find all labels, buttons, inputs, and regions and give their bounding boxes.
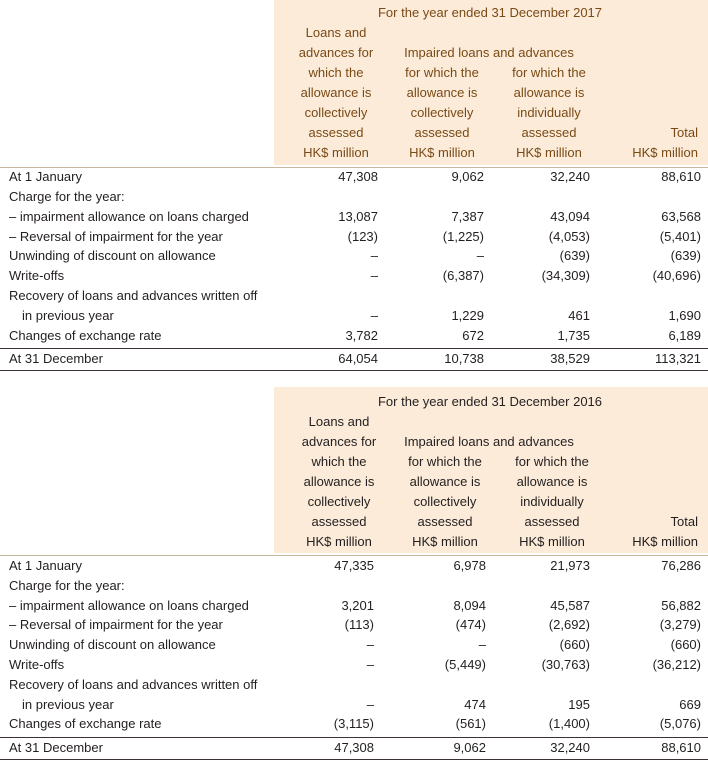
- column-header-line: advances for: [301, 434, 377, 449]
- table-cell-value: 9,062: [451, 169, 484, 184]
- table-cell-value: (474): [455, 617, 486, 633]
- header-rule: [0, 555, 708, 556]
- row-label: – Reversal of impairment for the year: [9, 617, 223, 633]
- table-cell-value: 10,738: [444, 351, 484, 366]
- table-cell-value: 47,335: [334, 558, 374, 573]
- table-cell-value: 474: [464, 696, 486, 712]
- table-cell-value: (5,401): [659, 228, 701, 244]
- column-header-line: for which the: [405, 65, 479, 80]
- table-cell-value: –: [366, 637, 374, 653]
- table-cell-value: 56,882: [661, 597, 701, 613]
- table-cell-value: (3,279): [659, 617, 701, 633]
- total-rule-bottom: [0, 370, 708, 371]
- column-header-line: individually: [520, 494, 584, 509]
- table-cell-value: (123): [347, 228, 378, 244]
- table-cell-value: (639): [559, 248, 590, 264]
- table-cell-value: 45,587: [550, 597, 590, 613]
- table-cell-value: 76,286: [661, 558, 701, 573]
- column-header-line: allowance is: [409, 474, 481, 489]
- column-header-line: Total: [670, 514, 698, 529]
- column-header-line: for which the: [512, 65, 586, 80]
- table-cell-value: (660): [670, 637, 701, 653]
- row-label: At 31 December: [9, 351, 103, 366]
- table-cell-value: 195: [568, 696, 590, 712]
- table-cell-value: 47,308: [334, 740, 374, 755]
- column-header-line: collectively: [304, 105, 368, 120]
- table-cell-value: 669: [679, 696, 701, 712]
- row-label: Recovery of loans and advances written off: [9, 288, 258, 304]
- column-header-line: assessed: [524, 514, 580, 529]
- table-cell-value: 672: [462, 327, 484, 343]
- column-header-line: HK$ million: [519, 534, 585, 549]
- column-header-line: allowance is: [516, 474, 588, 489]
- row-label: Charge for the year:: [9, 577, 125, 593]
- column-group-header: Impaired loans and advances: [404, 45, 574, 60]
- row-label: Unwinding of discount on allowance: [9, 248, 216, 264]
- table-cell-value: (660): [559, 637, 590, 653]
- column-header-line: assessed: [417, 514, 473, 529]
- table-cell-value: (40,696): [652, 268, 701, 284]
- table-cell-value: –: [370, 248, 378, 264]
- row-label: At 1 January: [9, 169, 82, 184]
- table-cell-value: –: [370, 307, 378, 323]
- row-label: Unwinding of discount on allowance: [9, 637, 216, 653]
- table-cell-value: –: [476, 248, 484, 264]
- table-cell-value: (1,400): [548, 716, 590, 732]
- column-header-line: HK$ million: [516, 145, 582, 160]
- table-cell-value: (639): [670, 248, 701, 264]
- column-header-line: Loans and: [308, 414, 370, 429]
- table-cell-value: (36,212): [652, 657, 701, 672]
- row-label: Write-offs: [9, 657, 65, 672]
- table-cell-value: 6,978: [453, 558, 486, 573]
- table-cell-value: 64,054: [338, 351, 378, 366]
- table-cell-value: 47,308: [338, 169, 378, 184]
- row-label: Recovery of loans and advances written off: [9, 676, 258, 692]
- table-cell-value: –: [366, 657, 374, 672]
- table-cell-value: 63,568: [661, 208, 701, 224]
- column-header-line: HK$ million: [632, 145, 698, 160]
- row-label: Changes of exchange rate: [9, 716, 162, 732]
- column-header-line: allowance is: [303, 474, 375, 489]
- row-label: At 31 December: [9, 740, 103, 755]
- column-header-line: for which the: [515, 454, 589, 469]
- total-rule-bottom: [0, 759, 708, 760]
- column-header-line: for which the: [408, 454, 482, 469]
- table-cell-value: 1,690: [668, 307, 701, 323]
- table-cell-value: 8,094: [453, 597, 486, 613]
- table-cell-value: 113,321: [654, 351, 701, 366]
- table-cell-value: (3,115): [333, 716, 374, 732]
- column-header-line: collectively: [307, 494, 371, 509]
- table-cell-value: 1,735: [557, 327, 590, 343]
- column-header-line: HK$ million: [306, 534, 372, 549]
- row-label: Changes of exchange rate: [9, 327, 162, 343]
- table-cell-value: –: [370, 268, 378, 284]
- total-rule-top: [0, 737, 708, 738]
- column-header-line: HK$ million: [409, 145, 475, 160]
- table-cell-value: (1,225): [442, 228, 484, 244]
- column-header-line: which the: [311, 454, 367, 469]
- column-header-line: advances for: [298, 45, 374, 60]
- table-cell-value: (5,449): [444, 657, 486, 672]
- table-cell-value: 3,201: [341, 597, 374, 613]
- column-header-line: assessed: [414, 125, 470, 140]
- row-label: – impairment allowance on loans charged: [9, 208, 249, 224]
- total-rule-top: [0, 348, 708, 349]
- column-group-header: Impaired loans and advances: [404, 434, 574, 449]
- table-title: For the year ended 31 December 2016: [377, 394, 603, 409]
- row-label: – Reversal of impairment for the year: [9, 228, 223, 244]
- table-cell-value: (561): [455, 716, 486, 732]
- column-header-line: assessed: [521, 125, 577, 140]
- column-header-line: allowance is: [300, 85, 372, 100]
- table-cell-value: (30,763): [541, 657, 590, 672]
- table-cell-value: 38,529: [550, 351, 590, 366]
- column-header-line: HK$ million: [412, 534, 478, 549]
- table-cell-value: (2,692): [548, 617, 590, 633]
- column-header-line: individually: [517, 105, 581, 120]
- table-cell-value: 21,973: [550, 558, 590, 573]
- table-cell-value: 1,229: [451, 307, 484, 323]
- table-cell-value: (113): [344, 617, 374, 633]
- table-cell-value: 7,387: [451, 208, 484, 224]
- table-cell-value: 3,782: [345, 327, 378, 343]
- table-cell-value: 43,094: [550, 208, 590, 224]
- column-header-line: HK$ million: [303, 145, 369, 160]
- row-label: – impairment allowance on loans charged: [9, 597, 249, 613]
- table-cell-value: 13,087: [338, 208, 378, 224]
- table-cell-value: 6,189: [668, 327, 701, 343]
- column-header-line: which the: [308, 65, 364, 80]
- table-cell-value: 9,062: [453, 740, 486, 755]
- column-header-line: allowance is: [513, 85, 585, 100]
- column-header-line: collectively: [413, 494, 477, 509]
- table-cell-value: 88,610: [661, 740, 701, 755]
- table-cell-value: –: [366, 696, 374, 712]
- row-label: Charge for the year:: [9, 188, 125, 204]
- column-header-line: collectively: [410, 105, 474, 120]
- column-header-line: assessed: [308, 125, 364, 140]
- column-header-line: allowance is: [406, 85, 478, 100]
- column-header-line: Loans and: [305, 25, 367, 40]
- table-cell-value: (5,076): [659, 716, 701, 732]
- row-label: in previous year: [22, 696, 114, 712]
- table-cell-value: 461: [568, 307, 590, 323]
- table-cell-value: 88,610: [661, 169, 701, 184]
- table-title: For the year ended 31 December 2017: [377, 5, 603, 20]
- row-label: Write-offs: [9, 268, 65, 284]
- table-cell-value: (34,309): [541, 268, 590, 284]
- column-header-line: assessed: [311, 514, 367, 529]
- table-cell-value: (6,387): [442, 268, 484, 284]
- table-cell-value: 32,240: [550, 169, 590, 184]
- table-cell-value: –: [478, 637, 486, 653]
- row-label: At 1 January: [9, 558, 82, 573]
- table-cell-value: (4,053): [548, 228, 590, 244]
- row-label: in previous year: [22, 307, 114, 323]
- table-cell-value: 32,240: [550, 740, 590, 755]
- column-header-line: Total: [670, 125, 698, 140]
- column-header-line: HK$ million: [632, 534, 698, 549]
